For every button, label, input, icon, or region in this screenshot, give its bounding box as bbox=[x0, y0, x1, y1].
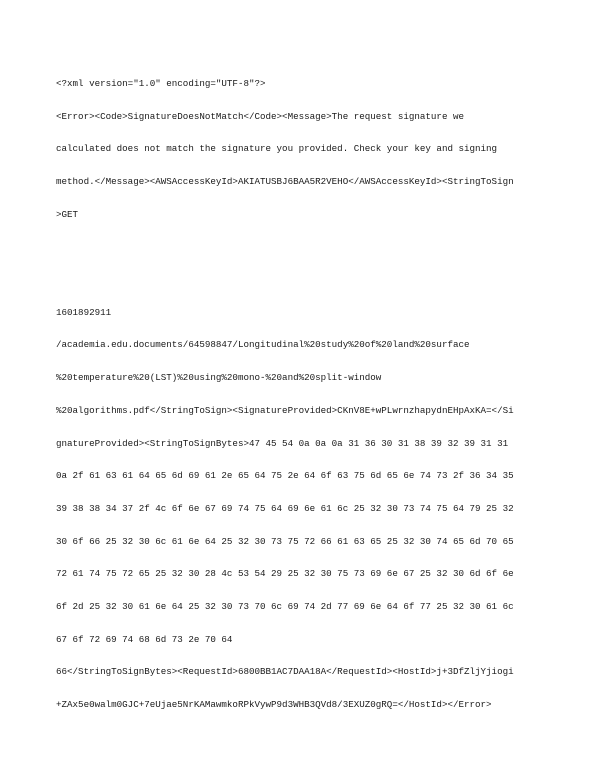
string-to-sign-bytes-line: 67 6f 72 69 74 68 6d 73 2e 70 64 bbox=[56, 633, 233, 645]
string-to-sign-bytes-line: 72 61 74 75 72 65 25 32 30 28 4c 53 54 29 25 32 30 75 73 69 6e 67 25 32 30 6d 6f 6e bbox=[56, 568, 514, 580]
xml-declaration-line: <?xml version="1.0" encoding="UTF-8"?> bbox=[56, 77, 266, 89]
message-line: calculated does not match the signature you provided. Check your key and signing bbox=[56, 143, 498, 155]
string-to-sign-bytes-line: gnatureProvided><StringToSignBytes>47 45 54 0a 0a 0a 31 36 30 31 38 39 32 39 31 31 bbox=[56, 437, 509, 449]
resource-path-line: %20temperature%20(LST)%20using%20mono-%20and%20split-window bbox=[56, 372, 382, 384]
string-to-sign-bytes-line: 30 6f 66 25 32 30 6c 61 6e 64 25 32 30 73 75 72 66 61 63 65 25 32 30 74 65 6d 70 65 bbox=[56, 535, 514, 547]
request-id-line: 66</StringToSignBytes><RequestId>6800BB1AC7DAA18A</RequestId><HostId>j+3DfZljYjiogi bbox=[56, 666, 514, 678]
access-key-line: method.</Message><AWSAccessKeyId>AKIATUSBJ6BAA5R2VEHO</AWSAccessKeyId><StringToSign bbox=[56, 175, 514, 187]
error-code-line: <Error><Code>SignatureDoesNotMatch</Code><Message>The request signature we bbox=[56, 110, 464, 122]
string-to-sign-bytes-line: 0a 2f 61 63 61 64 65 6d 69 61 2e 65 64 75 2e 64 6f 63 75 6d 65 6e 74 73 2f 36 34 35 bbox=[56, 470, 514, 482]
blank-line bbox=[56, 242, 556, 253]
blank-line bbox=[56, 275, 556, 286]
signature-provided-line: %20algorithms.pdf</StringToSign><SignatureProvided>CKnV8E+wPLwrnzhapydnEHpAxKA=</Si bbox=[56, 404, 514, 416]
xml-error-response bbox=[56, 57, 556, 733]
string-to-sign-method-line: >GET bbox=[56, 208, 79, 220]
host-id-line: +ZAx5e0walm0GJC+7eUjae5NrKAMawmkoRPkVywP9d3WHB3QVd8/3EXUZ0gRQ=</HostId></Error> bbox=[56, 699, 492, 711]
string-to-sign-bytes-line: 6f 2d 25 32 30 61 6e 64 25 32 30 73 70 6c 69 74 2d 77 69 6e 64 6f 77 25 32 30 61 6c bbox=[56, 601, 514, 613]
string-to-sign-bytes-line: 39 38 38 34 37 2f 4c 6f 6e 67 69 74 75 64 69 6e 61 6c 25 32 30 73 74 75 64 79 25 32 bbox=[56, 502, 514, 514]
resource-path-line: /academia.edu.documents/64598847/Longitudinal%20study%20of%20land%20surface bbox=[56, 339, 470, 351]
timestamp-line: 1601892911 bbox=[56, 306, 112, 318]
